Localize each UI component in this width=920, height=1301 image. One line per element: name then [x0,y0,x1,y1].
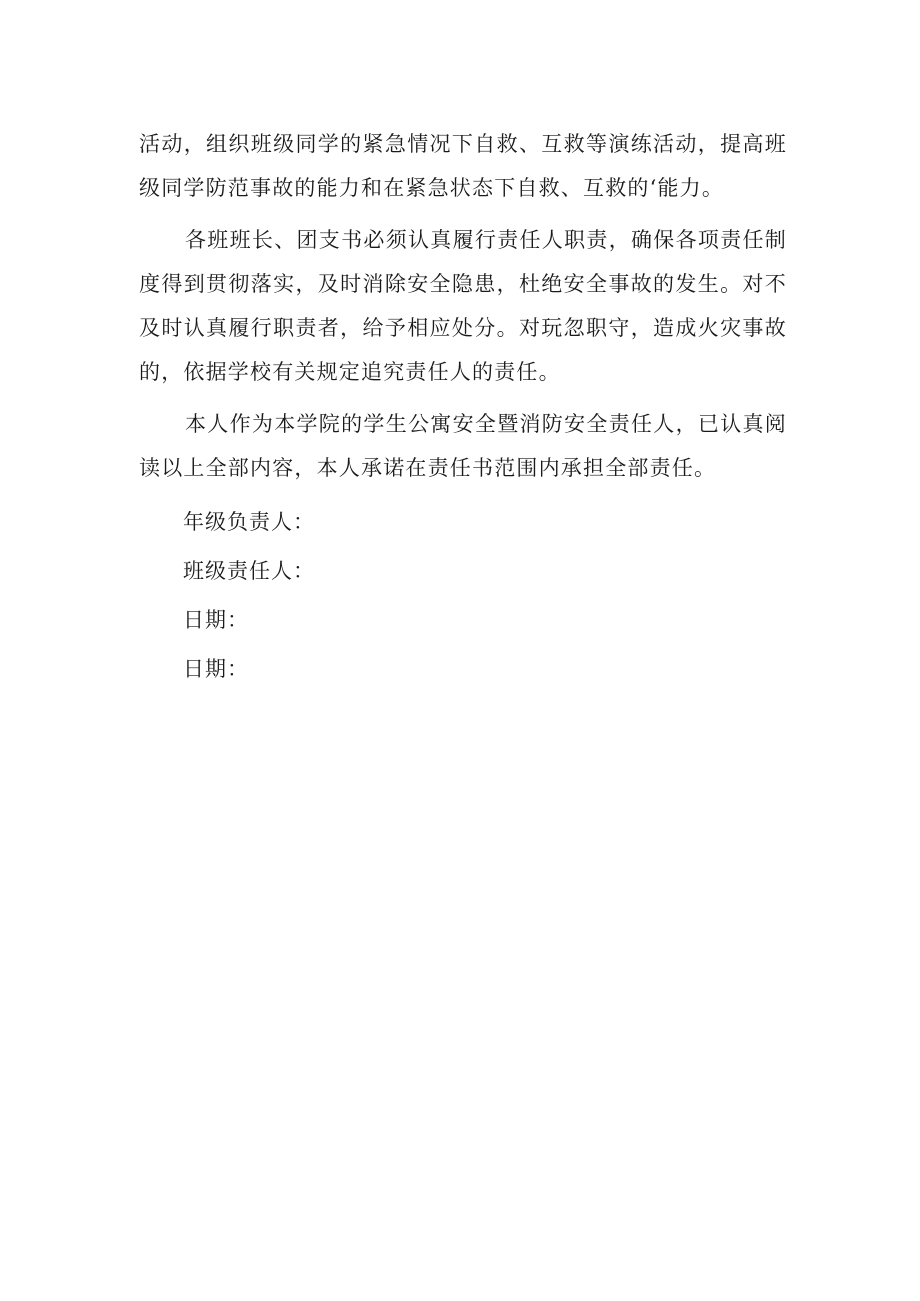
document-body [139,122,787,694]
grade-leader-signature-line: 年级负责人： [183,510,315,534]
date-line: 日期： [183,608,249,632]
paragraph-responsibilities: 各班班长、团支书必须认真履行责任人职责，确保各项责任制度得到贯彻落实，及时消除安全隐患，杜绝安全事故的发生。对不及时认真履行职责者，给予相应处分。对玩忽职守，造成火灾事故的，依据学校有关规定追究责任人的责任。 [139,228,787,384]
date-line-second: 日期： [183,657,249,681]
class-leader-signature-line: 班级责任人： [183,559,315,583]
signature-block [139,498,787,694]
paragraph-continuation: 活动，组织班级同学的紧急情况下自救、互救等演练活动，提高班级同学防范事故的能力和在紧急状态下自救、互救的‘能力。 [139,132,787,200]
paragraph-commitment: 本人作为本学院的学生公寓安全暨消防安全责任人，已认真阅读以上全部内容，本人承诺在责任书范围内承担全部责任。 [139,412,787,480]
